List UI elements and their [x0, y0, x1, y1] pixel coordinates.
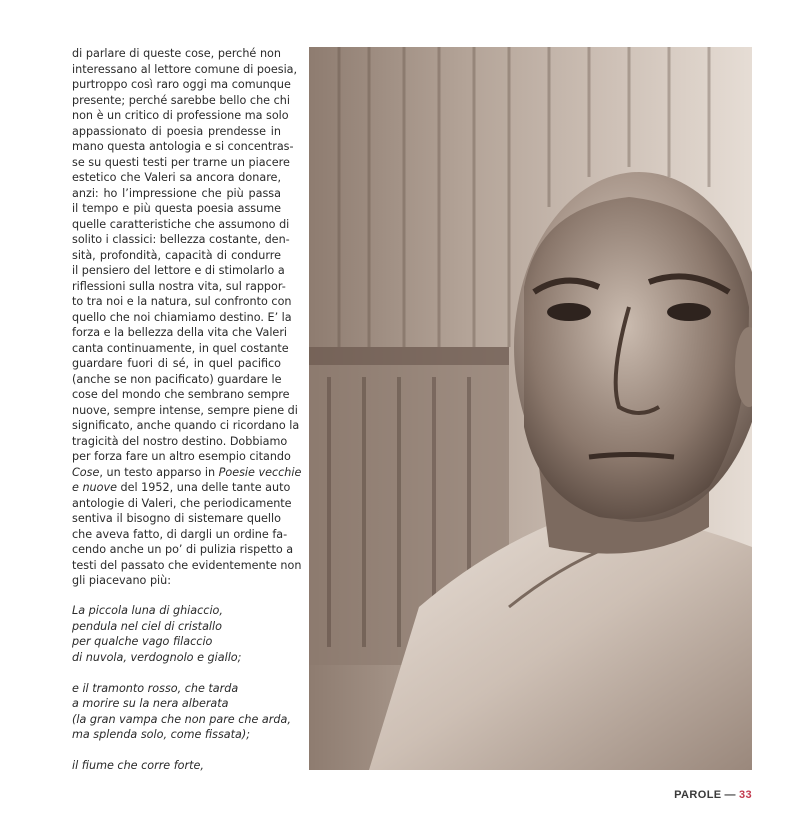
- body-line: to tra noi e la natura, sul confronto con: [72, 295, 292, 308]
- body-line: quello che noi chiamiamo destino. E’ la: [72, 310, 292, 324]
- body-line: per forza fare un altro esempio citando: [72, 450, 291, 463]
- body-line-cose: Cose, un testo apparso in Poesie vecchie: [72, 465, 302, 479]
- page-number: 33: [738, 789, 752, 801]
- body-line: quelle caratteristiche che assumono di: [72, 217, 290, 231]
- poem-line: di nuvola, verdognolo e giallo;: [72, 650, 242, 664]
- work-title-nuove: e nuove: [72, 481, 117, 494]
- body-line: mano questa antologia e si concentras-: [72, 140, 294, 153]
- body-line: testi del passato che evidentemente non: [72, 558, 302, 572]
- body-line: se su questi testi per trarne un piacere: [72, 155, 290, 169]
- poem-stanza: [72, 603, 302, 665]
- portrait-photo: [309, 47, 752, 770]
- poem-line: a morire su la nera alberata: [72, 697, 229, 710]
- portrait-illustration: [309, 47, 752, 770]
- section-name: PAROLE: [674, 789, 722, 801]
- body-line: (anche se non pacificato) guardare le: [72, 372, 282, 386]
- body-line: gli piacevano più:: [72, 574, 172, 587]
- body-line: solito i classici: bellezza costante, den-: [72, 233, 290, 246]
- body-line: estetico che Valeri sa ancora donare,: [72, 171, 281, 184]
- poem-line: e il tramonto rosso, che tarda: [72, 681, 239, 695]
- body-line: di parlare di queste cose, perché non: [72, 47, 281, 60]
- body-line: tragicità del nostro destino. Dobbiamo: [72, 434, 288, 448]
- body-line: significato, anche quando ci ricordano la: [72, 419, 300, 432]
- work-title-poesie: Poesie vecchie: [218, 465, 302, 479]
- body-line: appassionato di poesia prendesse in: [72, 124, 281, 138]
- body-line: cose del mondo che sembrano sempre: [72, 388, 290, 401]
- poem-stanza: [72, 758, 302, 774]
- body-line: antologie di Valeri, che periodicamente: [72, 496, 292, 510]
- article-body-column: [72, 46, 302, 589]
- page-footer: [674, 789, 752, 801]
- body-line: purtroppo così raro oggi ma comunque: [72, 78, 291, 91]
- body-line: canta continuamente, in quel costante: [72, 341, 289, 355]
- body-line: nuove, sempre intense, sempre piene di: [72, 403, 298, 417]
- body-line: sità, profondità, capacità di condurre: [72, 248, 281, 262]
- body-line: guardare fuori di sé, in quel pacifico: [72, 357, 281, 370]
- body-line: interessano al lettore comune di poesia,: [72, 62, 298, 76]
- body-line-nuove: e nuove del 1952, una delle tante auto: [72, 481, 291, 494]
- poem-line: pendula nel ciel di cristallo: [72, 619, 222, 633]
- poem-quote: [72, 603, 302, 789]
- poem-line: per qualche vago filaccio: [72, 635, 213, 648]
- body-line: cendo anche un po’ di pulizia rispetto a: [72, 543, 294, 556]
- poem-stanza: [72, 681, 302, 743]
- body-line: non è un critico di professione ma solo: [72, 109, 289, 122]
- body-line: che aveva fatto, di dargli un ordine fa-: [72, 527, 288, 541]
- body-line: il tempo e più questa poesia assume: [72, 202, 281, 215]
- poem-line: ma splenda solo, come fissata);: [72, 728, 251, 741]
- body-line: sentiva il bisogno di sistemare quello: [72, 512, 281, 525]
- body-line: forza e la bellezza della vita che Valeri: [72, 326, 288, 339]
- footer-dash: —: [724, 789, 736, 801]
- poem-line: il fiume che corre forte,: [72, 759, 204, 772]
- work-title-cose: Cose: [72, 465, 100, 479]
- body-line: anzi: ho l’impressione che più passa: [72, 186, 281, 200]
- body-line: riflessioni sulla nostra vita, sul rappor-: [72, 279, 286, 293]
- poem-line: La piccola luna di ghiaccio,: [72, 604, 223, 617]
- body-line: il pensiero del lettore e di stimolarlo a: [72, 264, 285, 277]
- body-line: presente; perché sarebbe bello che chi: [72, 93, 290, 107]
- poem-line: (la gran vampa che non pare che arda,: [72, 712, 291, 726]
